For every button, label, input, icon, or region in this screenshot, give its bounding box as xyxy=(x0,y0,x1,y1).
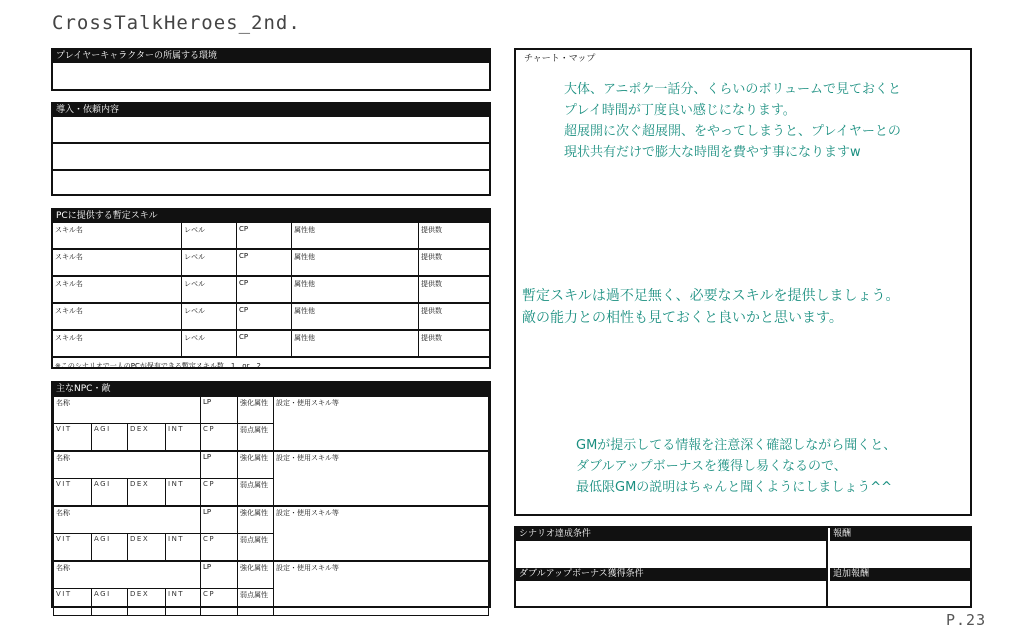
npc-vit-label: VIT xyxy=(54,479,92,507)
npc-lp-label: LP xyxy=(201,506,238,534)
skill-name-label: スキル名 xyxy=(55,280,83,288)
npc-name-label: 名称 xyxy=(54,451,201,479)
intro-section xyxy=(51,102,491,196)
npc-row-name[interactable] xyxy=(54,561,489,589)
npc-vit-label: VIT xyxy=(54,534,92,562)
skill-name-label: スキル名 xyxy=(55,334,83,342)
skill-level-label: レベル xyxy=(181,304,236,329)
npc-agi-label: AGI xyxy=(92,424,128,452)
note1-line: プレイ時間が丁度良い感じになります。 xyxy=(564,103,796,118)
npc-int-label: INT xyxy=(166,479,201,507)
npc-strong-attr-label: 強化属性 xyxy=(238,506,274,534)
note2-line: 暫定スキルは過不足無く、必要なスキルを提供しましょう。 xyxy=(522,288,900,304)
npc-row-name[interactable] xyxy=(54,451,489,479)
skill-row[interactable] xyxy=(53,248,489,275)
note2-line: 敵の能力との相性も見ておくと良いかと思います。 xyxy=(522,310,843,326)
skills-note: ※このシナリオで一人のPCが保有できる暫定スキル数 1 or 2 xyxy=(53,356,489,376)
note1-line: 現状共有だけで膨大な時間を費やす事になりますw xyxy=(564,145,861,160)
npc-settings-label: 設定・使用スキル等 xyxy=(274,451,489,506)
npc-settings-label: 設定・使用スキル等 xyxy=(274,561,489,616)
skill-provide-label: 提供数 xyxy=(418,304,489,329)
skill-row[interactable] xyxy=(53,275,489,302)
npc-name-label: 名称 xyxy=(54,506,201,534)
skill-row[interactable] xyxy=(53,329,489,356)
npc-weak-attr-label: 弱点属性 xyxy=(238,479,274,507)
chart-map-section xyxy=(514,48,972,516)
environment-section xyxy=(51,48,491,91)
skill-cp-label: CP xyxy=(236,331,291,356)
extra-reward-field[interactable] xyxy=(826,581,970,606)
reward-field[interactable] xyxy=(826,541,970,568)
skill-attribute-label: 属性他 xyxy=(291,250,418,275)
npc-cp-label: CP xyxy=(201,589,238,616)
note3-line: GMが提示してる情報を注意深く確認しながら聞くと、 xyxy=(576,438,897,453)
npc-dex-label: DEX xyxy=(128,534,166,562)
npc-cp-label: CP xyxy=(201,534,238,562)
skill-attribute-label: 属性他 xyxy=(291,331,418,356)
intro-field-2[interactable] xyxy=(53,142,489,169)
bonus-condition-field[interactable] xyxy=(516,581,826,606)
skill-cp-label: CP xyxy=(236,277,291,302)
skill-cp-label: CP xyxy=(236,223,291,248)
skill-provide-label: 提供数 xyxy=(418,223,489,248)
npc-lp-label: LP xyxy=(201,561,238,589)
skill-name-label: スキル名 xyxy=(55,253,83,261)
environment-field[interactable] xyxy=(53,63,489,89)
scenario-condition-header: シナリオ達成条件 xyxy=(516,528,829,541)
skill-attribute-label: 属性他 xyxy=(291,277,418,302)
npc-agi-label: AGI xyxy=(92,479,128,507)
npc-settings-label: 設定・使用スキル等 xyxy=(274,506,489,561)
npc-agi-label: AGI xyxy=(92,534,128,562)
skill-level-label: レベル xyxy=(181,223,236,248)
npc-settings-label: 設定・使用スキル等 xyxy=(274,397,489,452)
extra-reward-header: 追加報酬 xyxy=(828,568,970,581)
skill-cp-label: CP xyxy=(236,250,291,275)
npc-dex-label: DEX xyxy=(128,424,166,452)
skill-provide-label: 提供数 xyxy=(418,331,489,356)
npc-row-name[interactable] xyxy=(54,397,489,424)
npc-lp-label: LP xyxy=(201,451,238,479)
skill-name-label: スキル名 xyxy=(55,226,83,234)
npc-weak-attr-label: 弱点属性 xyxy=(238,424,274,452)
npc-row-name[interactable] xyxy=(54,506,489,534)
skill-row[interactable] xyxy=(53,302,489,329)
npc-dex-label: DEX xyxy=(128,589,166,616)
npc-table xyxy=(53,396,489,616)
npc-vit-label: VIT xyxy=(54,424,92,452)
skill-attribute-label: 属性他 xyxy=(291,223,418,248)
npc-cp-label: CP xyxy=(201,424,238,452)
note3-line: ダブルアップボーナスを獲得し易くなるので、 xyxy=(576,459,847,474)
npc-strong-attr-label: 強化属性 xyxy=(238,397,274,424)
npc-int-label: INT xyxy=(166,589,201,616)
bonus-condition-header: ダブルアップボーナス獲得条件 xyxy=(516,568,829,581)
scenario-condition-field[interactable] xyxy=(516,541,826,568)
skill-cp-label: CP xyxy=(236,304,291,329)
npc-name-label: 名称 xyxy=(54,397,201,424)
npc-weak-attr-label: 弱点属性 xyxy=(238,589,274,616)
npc-weak-attr-label: 弱点属性 xyxy=(238,534,274,562)
npc-section xyxy=(51,381,491,608)
npc-strong-attr-label: 強化属性 xyxy=(238,561,274,589)
intro-field-1[interactable] xyxy=(53,117,489,142)
npc-lp-label: LP xyxy=(201,397,238,424)
npc-name-label: 名称 xyxy=(54,561,201,589)
npc-vit-label: VIT xyxy=(54,589,92,616)
intro-header: 導入・依頼内容 xyxy=(53,104,489,117)
npc-dex-label: DEX xyxy=(128,479,166,507)
note3-line: 最低限GMの説明はちゃんと聞くようにしましょう^^ xyxy=(576,480,893,495)
skill-attribute-label: 属性他 xyxy=(291,304,418,329)
skill-provide-label: 提供数 xyxy=(418,250,489,275)
npc-cp-label: CP xyxy=(201,479,238,507)
skill-provide-label: 提供数 xyxy=(418,277,489,302)
skills-section xyxy=(51,208,491,369)
reward-header: 報酬 xyxy=(828,528,970,541)
skills-header: PCに提供する暫定スキル xyxy=(53,210,489,223)
skill-row[interactable] xyxy=(53,223,489,248)
chart-map-header: チャート・マップ xyxy=(524,54,596,64)
npc-int-label: INT xyxy=(166,534,201,562)
note1-line: 大体、アニポケ一話分、くらいのボリュームで見ておくと xyxy=(564,82,901,97)
npc-agi-label: AGI xyxy=(92,589,128,616)
skill-level-label: レベル xyxy=(181,277,236,302)
intro-field-3[interactable] xyxy=(53,169,489,196)
npc-strong-attr-label: 強化属性 xyxy=(238,451,274,479)
npc-header: 主なNPC・敵 xyxy=(53,383,489,396)
environment-header: プレイヤーキャラクターの所属する環境 xyxy=(53,50,489,63)
document-title: CrossTalkHeroes_2nd. xyxy=(52,12,301,34)
skill-name-label: スキル名 xyxy=(55,307,83,315)
skill-level-label: レベル xyxy=(181,331,236,356)
npc-int-label: INT xyxy=(166,424,201,452)
page-number: P.23 xyxy=(946,611,987,629)
note1-line: 超展開に次ぐ超展開、をやってしまうと、プレイヤーとの xyxy=(564,124,901,139)
skill-level-label: レベル xyxy=(181,250,236,275)
conditions-section xyxy=(514,526,972,608)
